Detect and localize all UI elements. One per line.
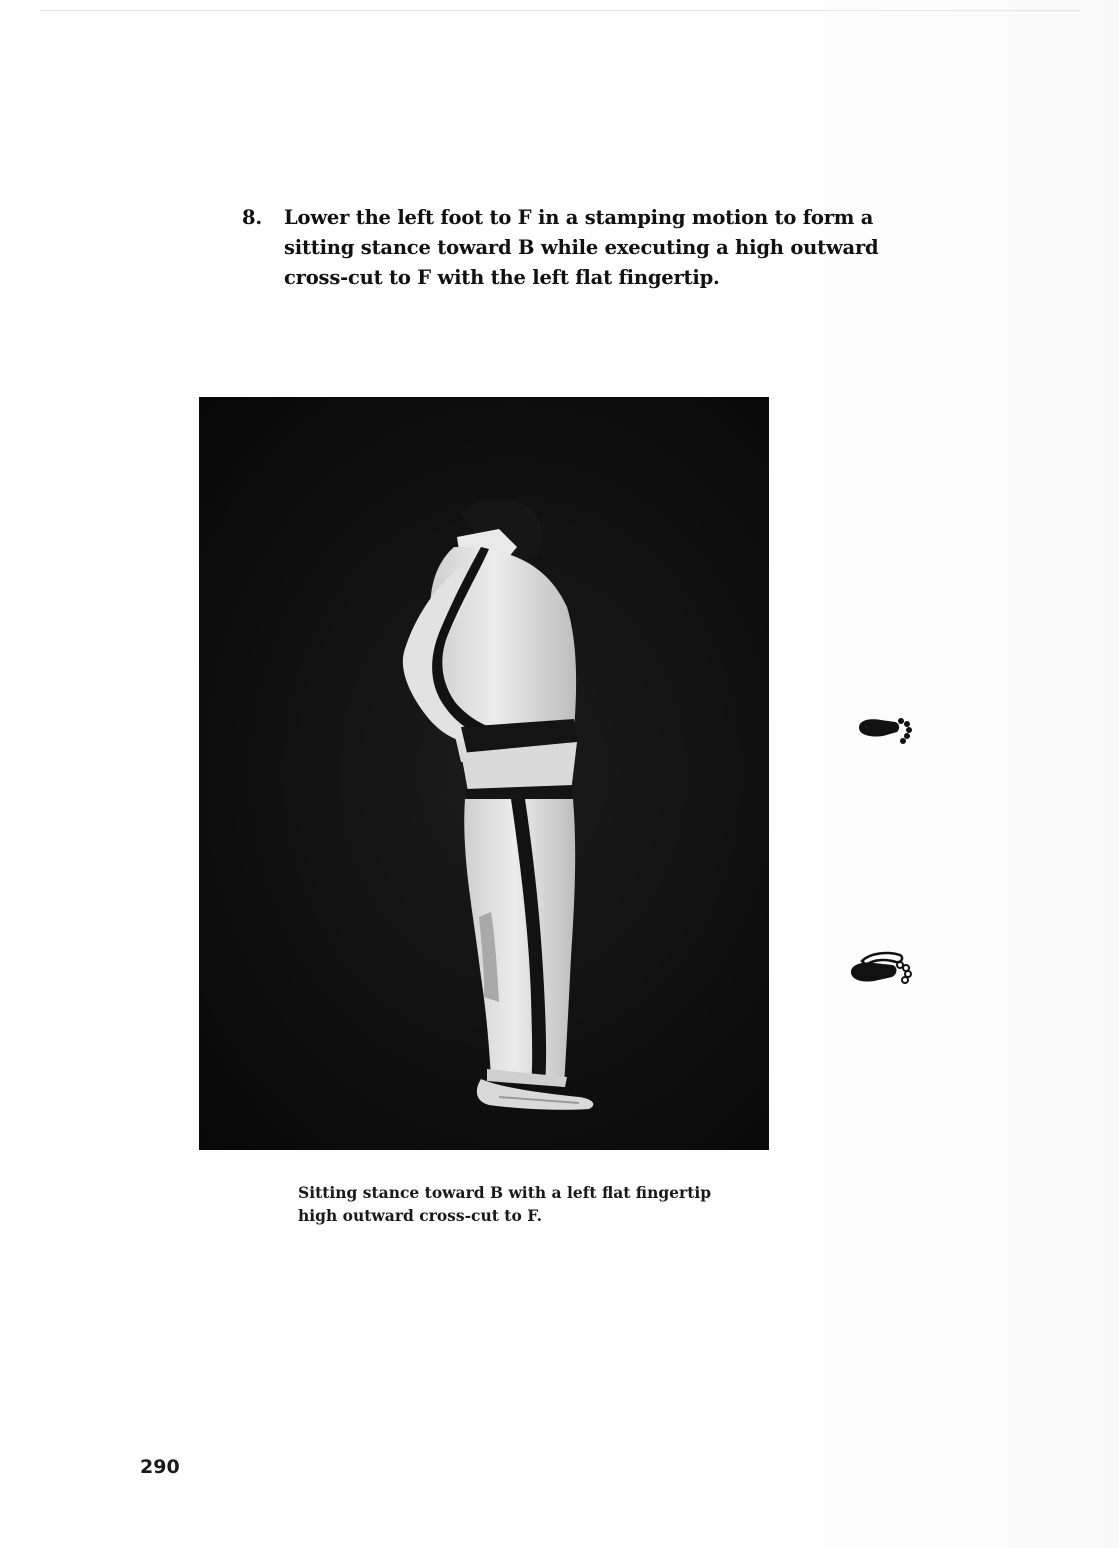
photo-caption: Sitting stance toward B with a left flat fingertip high outward cross-cut to F. — [298, 1183, 712, 1225]
scan-edge — [40, 10, 1080, 11]
step-number: 8. — [242, 206, 262, 229]
page-number: 290 — [140, 1456, 180, 1478]
figure-illustration — [199, 397, 769, 1150]
step-instruction — [242, 203, 902, 293]
footprint-icon — [855, 712, 915, 750]
martial-artist-photo — [199, 397, 769, 1150]
step-text: Lower the left foot to F in a stamping motion to form a sitting stance toward B while executing a high outward cross-cut to F with the left flat fingertip. — [284, 206, 879, 289]
footprint-icon — [848, 947, 914, 991]
